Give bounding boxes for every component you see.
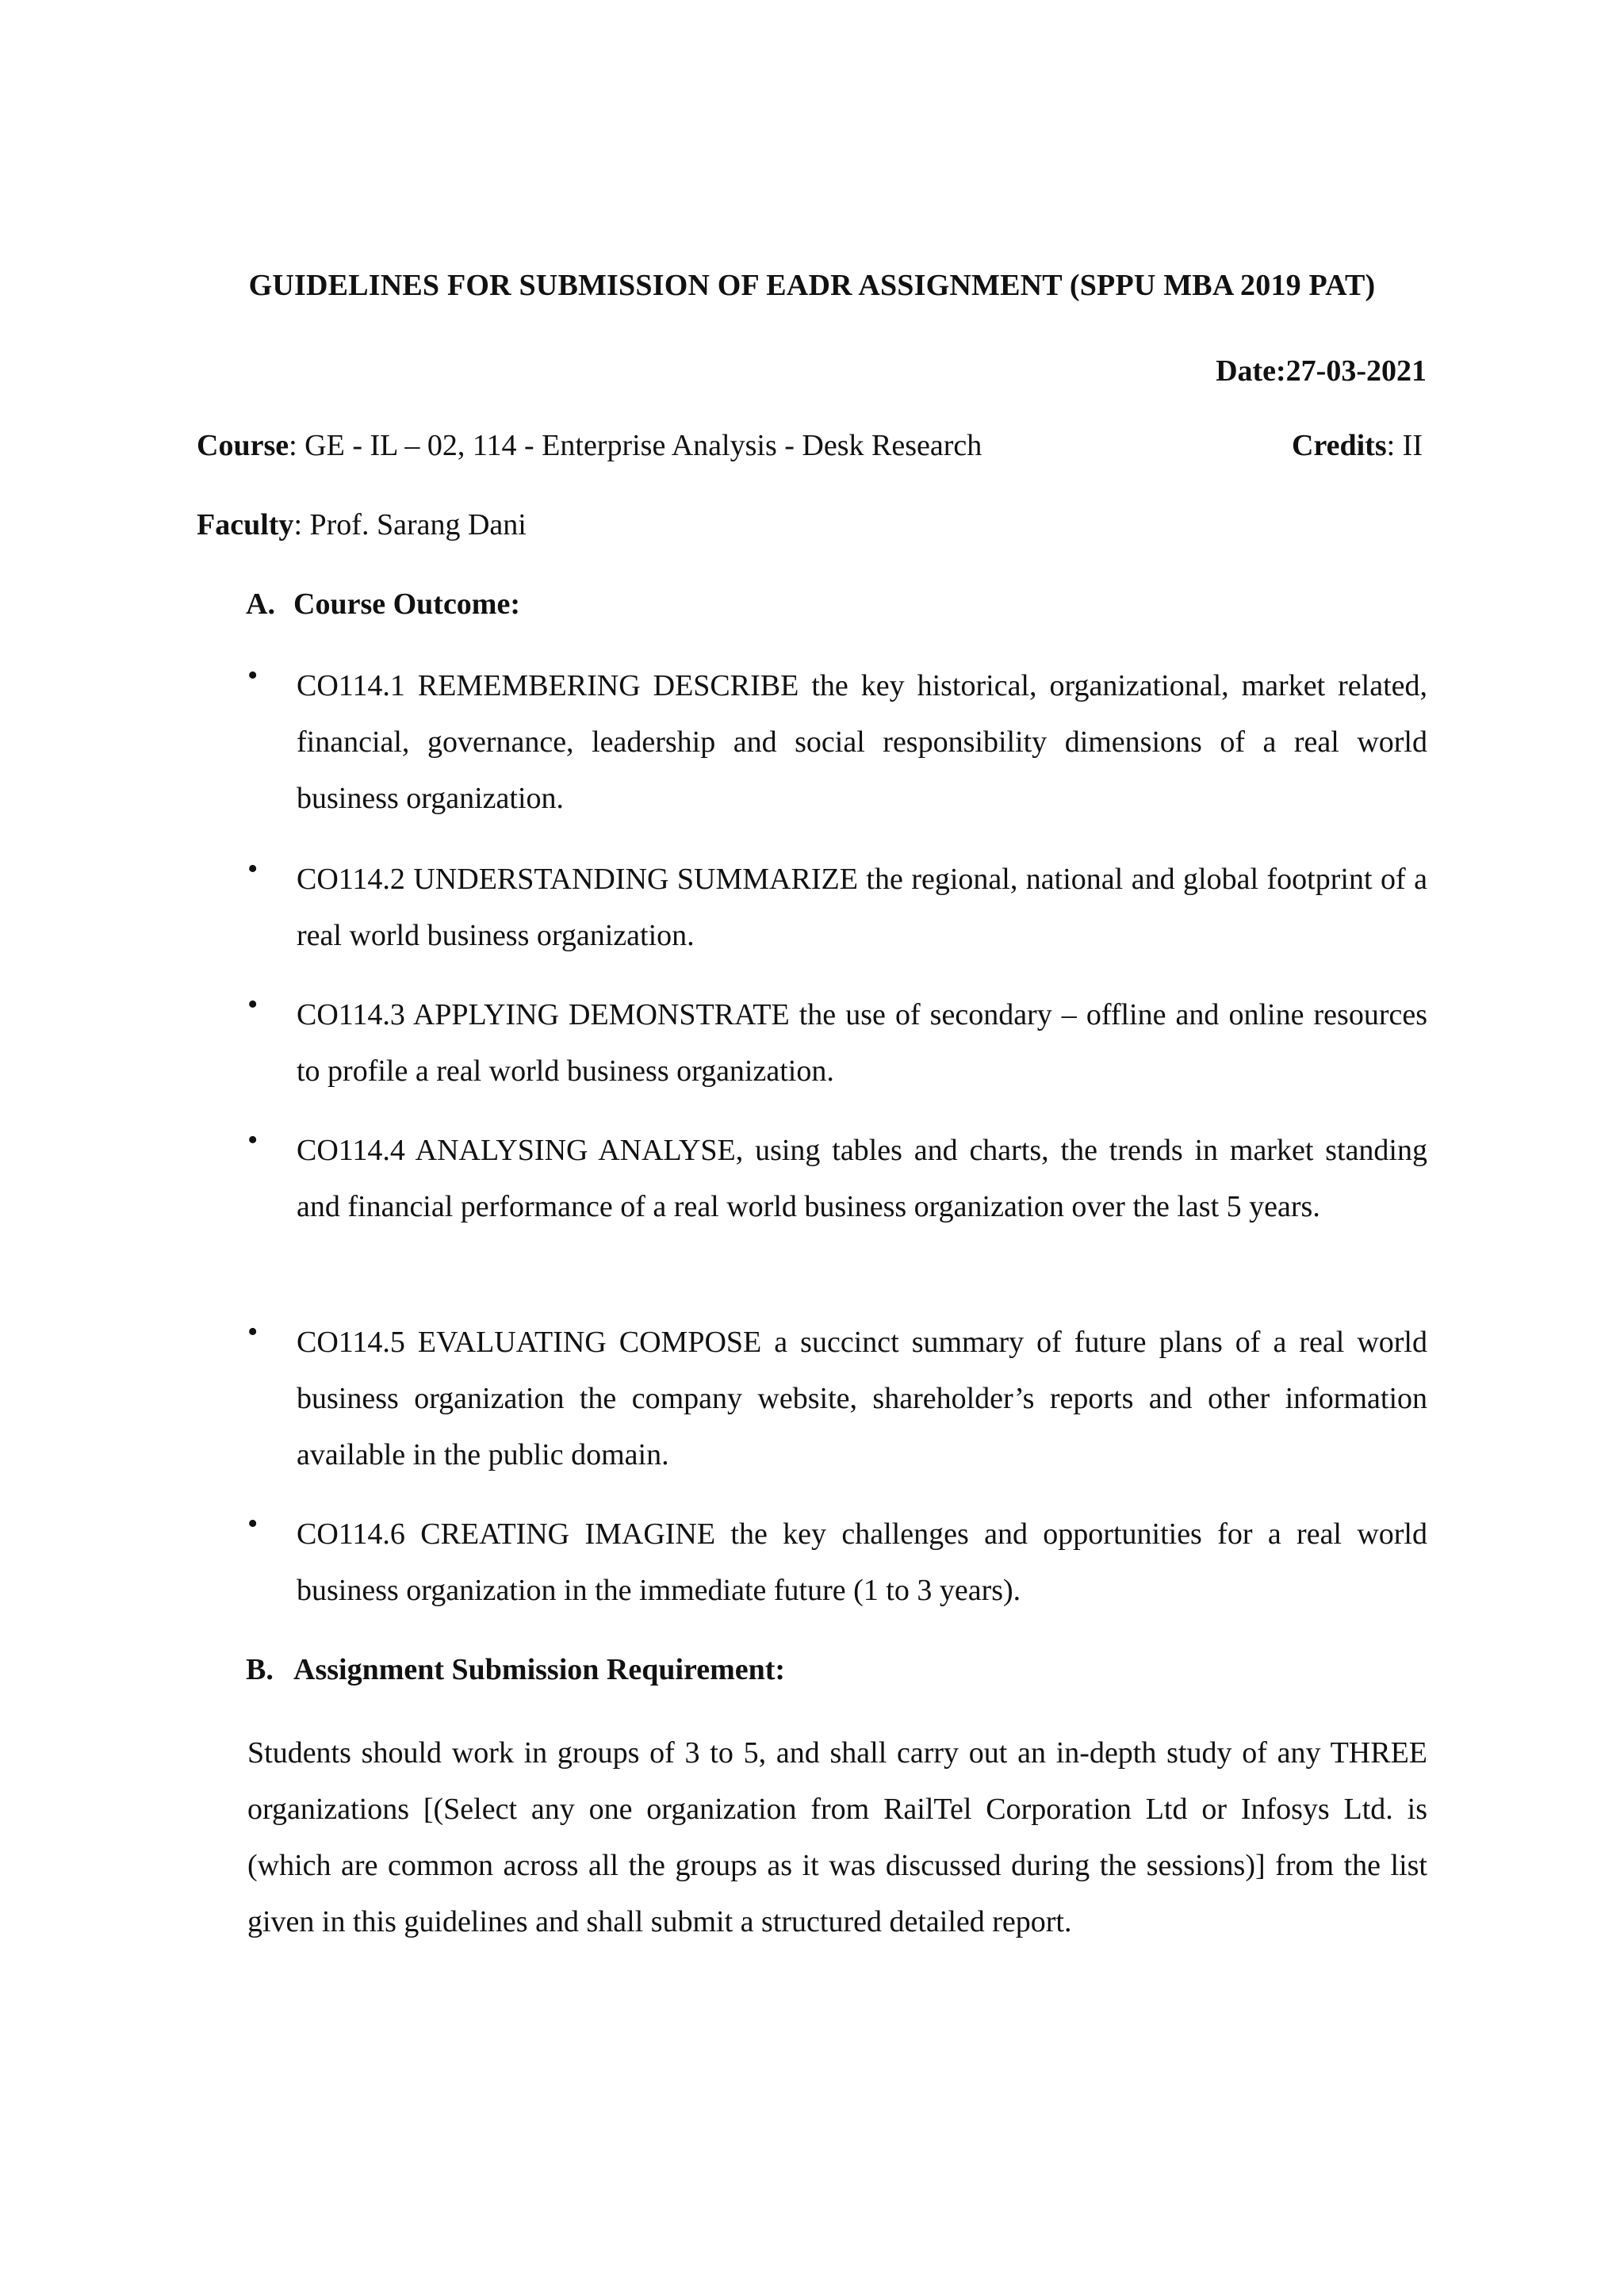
bullet-icon: • (247, 852, 259, 886)
outcome-text: CO114.1 REMEMBERING DESCRIBE the key historical, organizational, market related, financial, governance, leadership and social responsibility dimensions of a real world business organization. (297, 669, 1427, 815)
bullet-icon: • (247, 1315, 259, 1349)
course-value: : GE - IL – 02, 114 - Enterprise Analysis - Desk Research (289, 429, 982, 462)
credits-line (1292, 428, 1423, 463)
document-title: GUIDELINES FOR SUBMISSION OF EADR ASSIGNMENT (SPPU MBA 2019 PAT) (248, 269, 1376, 302)
course-line (197, 428, 982, 463)
list-item (247, 1123, 1427, 1235)
bullet-icon: • (247, 1123, 259, 1157)
section-a-heading (246, 587, 520, 622)
section-b-title: Assignment Submission Requirement: (293, 1653, 786, 1686)
document-date: Date:27-03-2021 (1216, 354, 1427, 388)
outcome-text: CO114.2 UNDERSTANDING SUMMARIZE the regional, national and global footprint of a real world business organization. (297, 863, 1427, 952)
section-b-letter: B. (246, 1653, 274, 1686)
credits-label: Credits (1292, 429, 1387, 462)
bullet-icon: • (247, 988, 259, 1021)
section-a-title: Course Outcome: (293, 587, 520, 621)
list-item (247, 1314, 1427, 1483)
list-item (247, 987, 1427, 1100)
outcome-text: CO114.5 EVALUATING COMPOSE a succinct summary of future plans of a real world business organization the company website, shareholder’s reports and other information available in the public domain. (297, 1326, 1427, 1471)
faculty-label: Faculty (197, 508, 294, 541)
list-item (247, 658, 1427, 827)
outcome-text: CO114.3 APPLYING DEMONSTRATE the use of secondary – offline and online resources to profile a real world business organization. (297, 998, 1427, 1088)
requirement-paragraph: Students should work in groups of 3 to 5, and shall carry out an in-depth study of any THREE organizations [(Select any one organization from RailTel Corporation Ltd or Infosys Ltd. is (which are common across all the groups as it was discussed during the sessions)] from the list given in this guidelines and shall submit a structured detailed report. (247, 1736, 1427, 1938)
list-item (247, 851, 1427, 964)
list-item (247, 1506, 1427, 1619)
section-a-letter: A. (246, 587, 275, 621)
course-label: Course (197, 429, 289, 462)
bullet-icon: • (247, 659, 259, 692)
section-b-heading (246, 1652, 785, 1687)
outcome-text: CO114.4 ANALYSING ANALYSE, using tables and charts, the trends in market standing and financial performance of a real world business organization over the last 5 years. (297, 1134, 1427, 1223)
outcome-text: CO114.6 CREATING IMAGINE the key challenges and opportunities for a real world business organization in the immediate future (1 to 3 years). (297, 1517, 1427, 1607)
faculty-value: : Prof. Sarang Dani (293, 508, 527, 541)
bullet-icon: • (247, 1507, 259, 1540)
credits-value: : II (1386, 429, 1423, 462)
faculty-line (197, 507, 527, 542)
